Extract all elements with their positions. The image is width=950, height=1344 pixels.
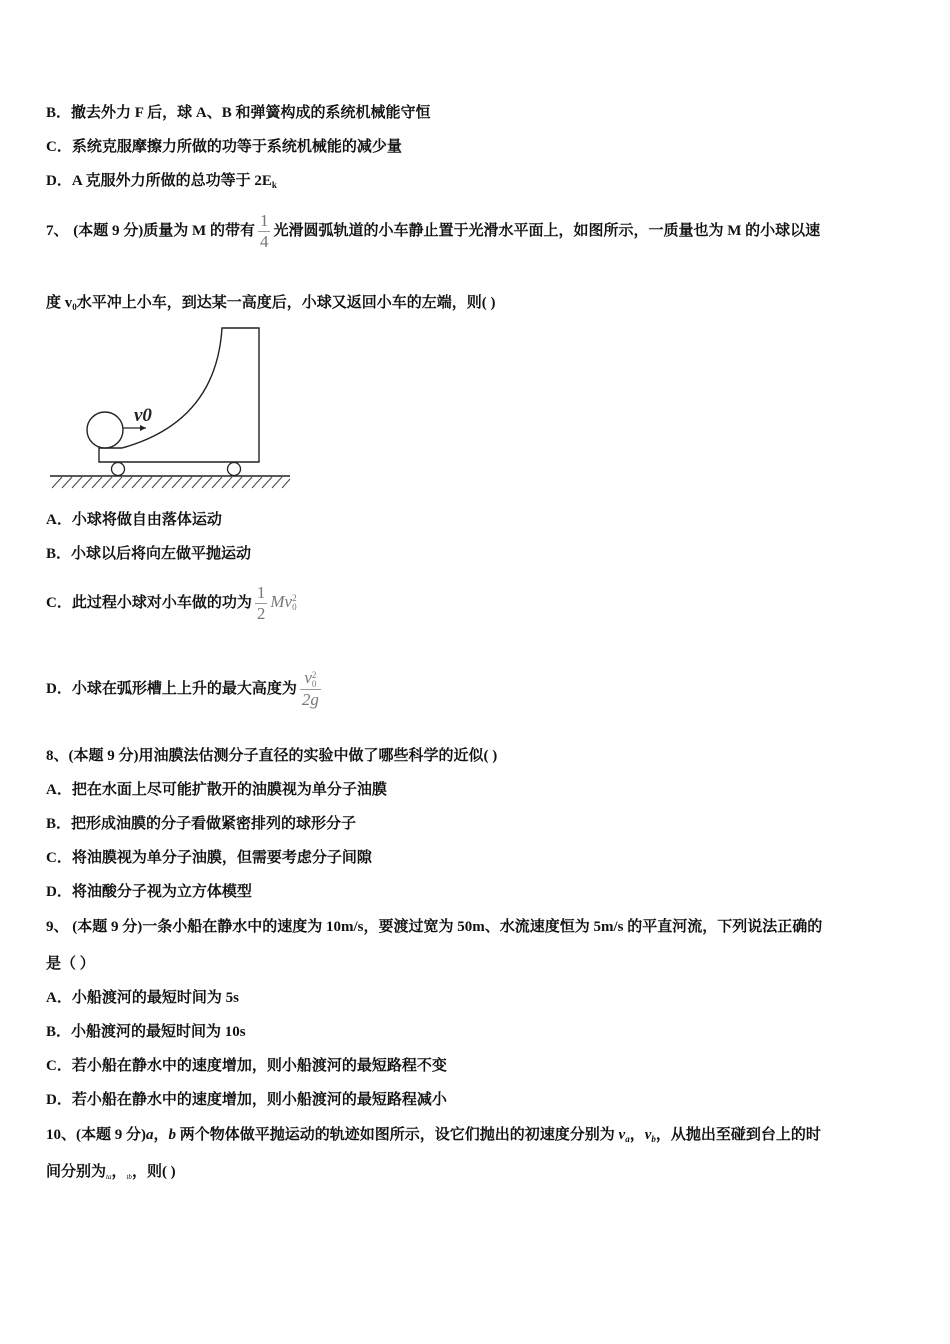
q9-stem-line2: 是（ ） [46, 956, 95, 972]
q6-option-b: B．撤去外力 F 后，球 A、B 和弹簧构成的系统机械能守恒 [46, 105, 431, 121]
q7-stem-line2: 度 $v_0$水平冲上小车，到达某一高度后，小球又返回小车的左端，则( ) [46, 295, 496, 312]
q8-option-d: D．将油酸分子视为立方体模型 [46, 884, 252, 900]
q7-stem-line1: 7、 (本题 9 分)质量为 M 的带有 $\frac{1}{4}$ 光滑圆弧轨道的小车静止置于光滑水平面上，如图所示，一质量也为 M 的小球以速 [46, 210, 821, 251]
q9-option-d: D．若小船在静水中的速度增加，则小船渡河的最短路程减小 [46, 1092, 447, 1108]
q8-option-b: B．把形成油膜的分子看做紧密排列的球形分子 [46, 816, 357, 832]
q9-option-a: A．小船渡河的最短时间为 5s [46, 990, 239, 1006]
ground-hatching [52, 477, 290, 488]
velocity-label: v0 [134, 405, 152, 426]
q7-option-b: B．小球以后将向左做平抛运动 [46, 546, 252, 562]
cart-wheel-right [228, 463, 241, 476]
q7-quarter-fraction: $\frac{1}{4}$ [259, 210, 269, 251]
q7-option-c: C．此过程小球对小车做的功为 $\frac{1}{2}$ Mv 2 0 [46, 582, 297, 623]
q9-stem-line1: 9、 (本题 9 分)一条小船在静水中的速度为 10m/s，要渡过宽为 50m、水流速度恒为 5m/s 的平直河流，下列说法正确的 [46, 919, 823, 935]
q7-c-fraction: $\frac{1}{2}$ [256, 582, 266, 623]
q9-option-b: B．小船渡河的最短时间为 10s [46, 1024, 246, 1040]
q10-stem-line1: 10、(本题 9 分)a，b 两个物体做平抛运动的轨迹如图所示，设它们抛出的初速度分别为 $v_a$，$v_b$，从抛出至碰到台上的时 [46, 1127, 821, 1144]
q8-stem: 8、(本题 9 分)用油膜法估测分子直径的实验中做了哪些科学的近似( ) [46, 748, 498, 764]
q7-d-fraction: v 2 0 2g [301, 668, 319, 709]
q7-option-a: A．小球将做自由落体运动 [46, 512, 222, 528]
q7-option-d: D．小球在弧形槽上上升的最大高度为 v 2 0 2g [46, 668, 319, 709]
q9-option-c: C．若小船在静水中的速度增加，则小船渡河的最短路程不变 [46, 1058, 447, 1074]
q8-option-a: A．把在水面上尽可能扩散开的油膜视为单分子油膜 [46, 782, 387, 798]
q6-option-c: C．系统克服摩擦力所做的功等于系统机械能的减少量 [46, 139, 402, 155]
cart-wheel-left [112, 463, 125, 476]
q7-cart-figure [46, 322, 296, 492]
ball [87, 412, 123, 448]
q6-option-d: D．A 克服外力所做的总功等于 $2E_k$ [46, 173, 277, 190]
q8-option-c: C．将油膜视为单分子油膜，但需要考虑分子间隙 [46, 850, 372, 866]
q10-stem-line2: 间分别为$_{ta}$，$_{tb}$，则( ) [46, 1164, 176, 1181]
cart-body [99, 328, 259, 462]
